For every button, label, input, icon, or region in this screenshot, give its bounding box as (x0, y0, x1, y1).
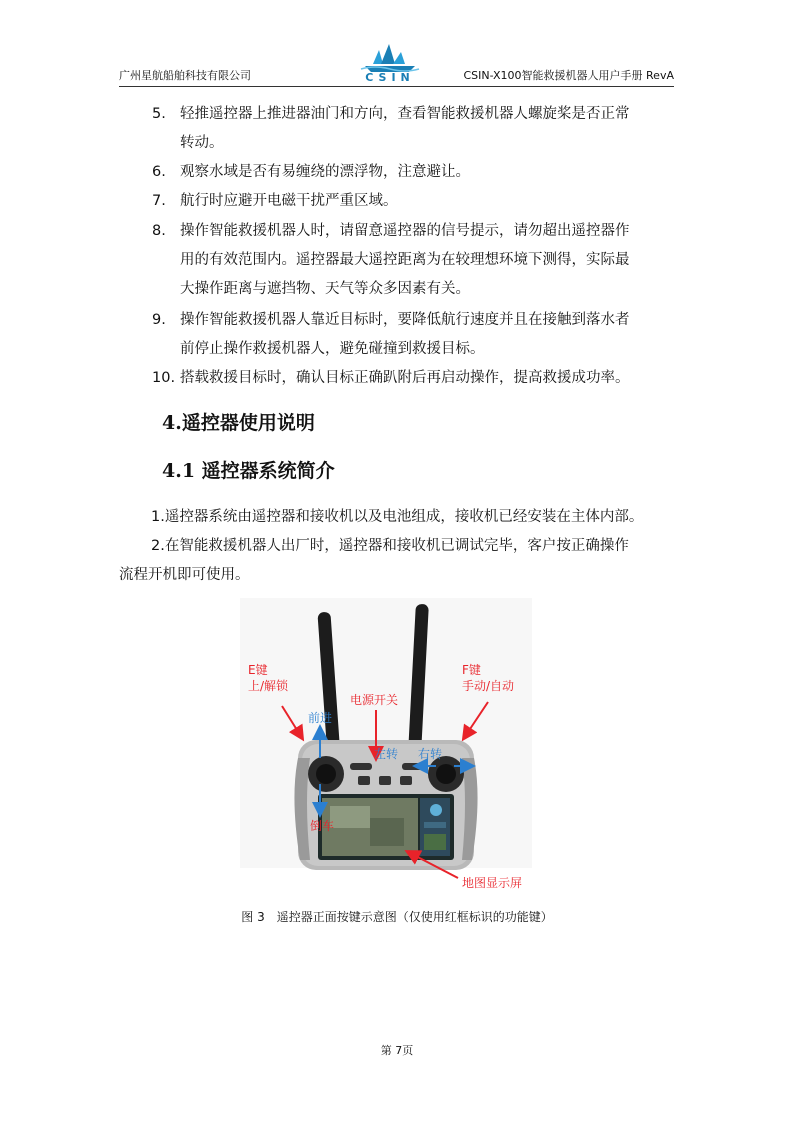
list-item-7 (152, 187, 398, 216)
list-number: 10. (152, 370, 176, 386)
header-company: 广州星航船舶科技有限公司 (119, 69, 251, 82)
forward-label: 前进 (308, 711, 333, 725)
paragraph-2-line-2: 流程开机即可使用。 (119, 567, 250, 583)
section-heading: 4.遥控器使用说明 (162, 412, 315, 434)
list-text-line: 转动。 (180, 135, 224, 151)
ship-logo-icon (355, 40, 425, 74)
map-screen-label: 地图显示屏 (462, 876, 523, 890)
list-number: 6. (152, 164, 166, 180)
power-switch-label: 电源开关 (350, 693, 399, 707)
paragraph-2-line-1: 2.在智能救援机器人出厂时，遥控器和接收机已调试完毕，客户按正确操作 (151, 538, 629, 554)
list-text-line: 用的有效范围内。遥控器最大遥控距离为在较理想环境下测得，实际最 (180, 252, 630, 268)
list-number: 8. (152, 223, 166, 239)
list-item-10 (152, 364, 630, 393)
list-text-line: 前停止操作救援机器人，避免碰撞到救援目标。 (180, 341, 485, 357)
figure-caption: 图 3 遥控器正面按键示意图（仅使用红框标识的功能键） (241, 910, 553, 924)
page-number: 第 7页 (380, 1044, 414, 1057)
list-text-line: 操作智能救援机器人时，请留意遥控器的信号提示，请勿超出遥控器作 (180, 223, 630, 239)
list-item-9 (152, 306, 630, 357)
f-key-label: F键 (462, 663, 481, 677)
list-text-line: 轻推遥控器上推进器油门和方向，查看智能救援机器人螺旋桨是否正常 (180, 106, 630, 122)
list-number: 5. (152, 106, 166, 122)
list-number: 7. (152, 193, 166, 209)
list-text-line: 大操作距离与遮挡物、天气等众多因素有关。 (180, 281, 470, 297)
list-text-line: 观察水域是否有易缠绕的漂浮物，注意避让。 (180, 164, 470, 180)
e-key-label: E键 (248, 663, 268, 677)
header-divider (119, 86, 674, 87)
list-text-line: 航行时应避开电磁干扰严重区域。 (180, 193, 398, 209)
company-logo (355, 40, 425, 86)
remote-controller-illustration (240, 598, 532, 890)
remote-controller-figure (240, 598, 532, 890)
list-item-5 (152, 100, 630, 151)
list-item-6 (152, 158, 470, 187)
e-key-function-label: 上/解锁 (248, 679, 289, 693)
f-key-function-label: 手动/自动 (462, 679, 515, 693)
list-text-line: 操作智能救援机器人靠近目标时，要降低航行速度并且在接触到落水者 (180, 312, 630, 328)
paragraph-1: 1.遥控器系统由遥控器和接收机以及电池组成，接收机已经安装在主体内部。 (151, 509, 644, 525)
header-doc-title: CSIN-X100智能救援机器人用户手册 RevA (463, 69, 674, 82)
logo-text: CSIN (365, 71, 415, 84)
list-text-line: 搭载救援目标时，确认目标正确趴附后再启动操作，提高救援成功率。 (180, 370, 630, 386)
list-item-8 (152, 217, 630, 297)
backward-label: 倒车 (310, 819, 335, 833)
subsection-heading: 4.1 遥控器系统简介 (162, 460, 335, 482)
turn-right-label: 右转 (418, 747, 443, 761)
list-number: 9. (152, 312, 166, 328)
turn-left-label: 左转 (374, 747, 399, 761)
